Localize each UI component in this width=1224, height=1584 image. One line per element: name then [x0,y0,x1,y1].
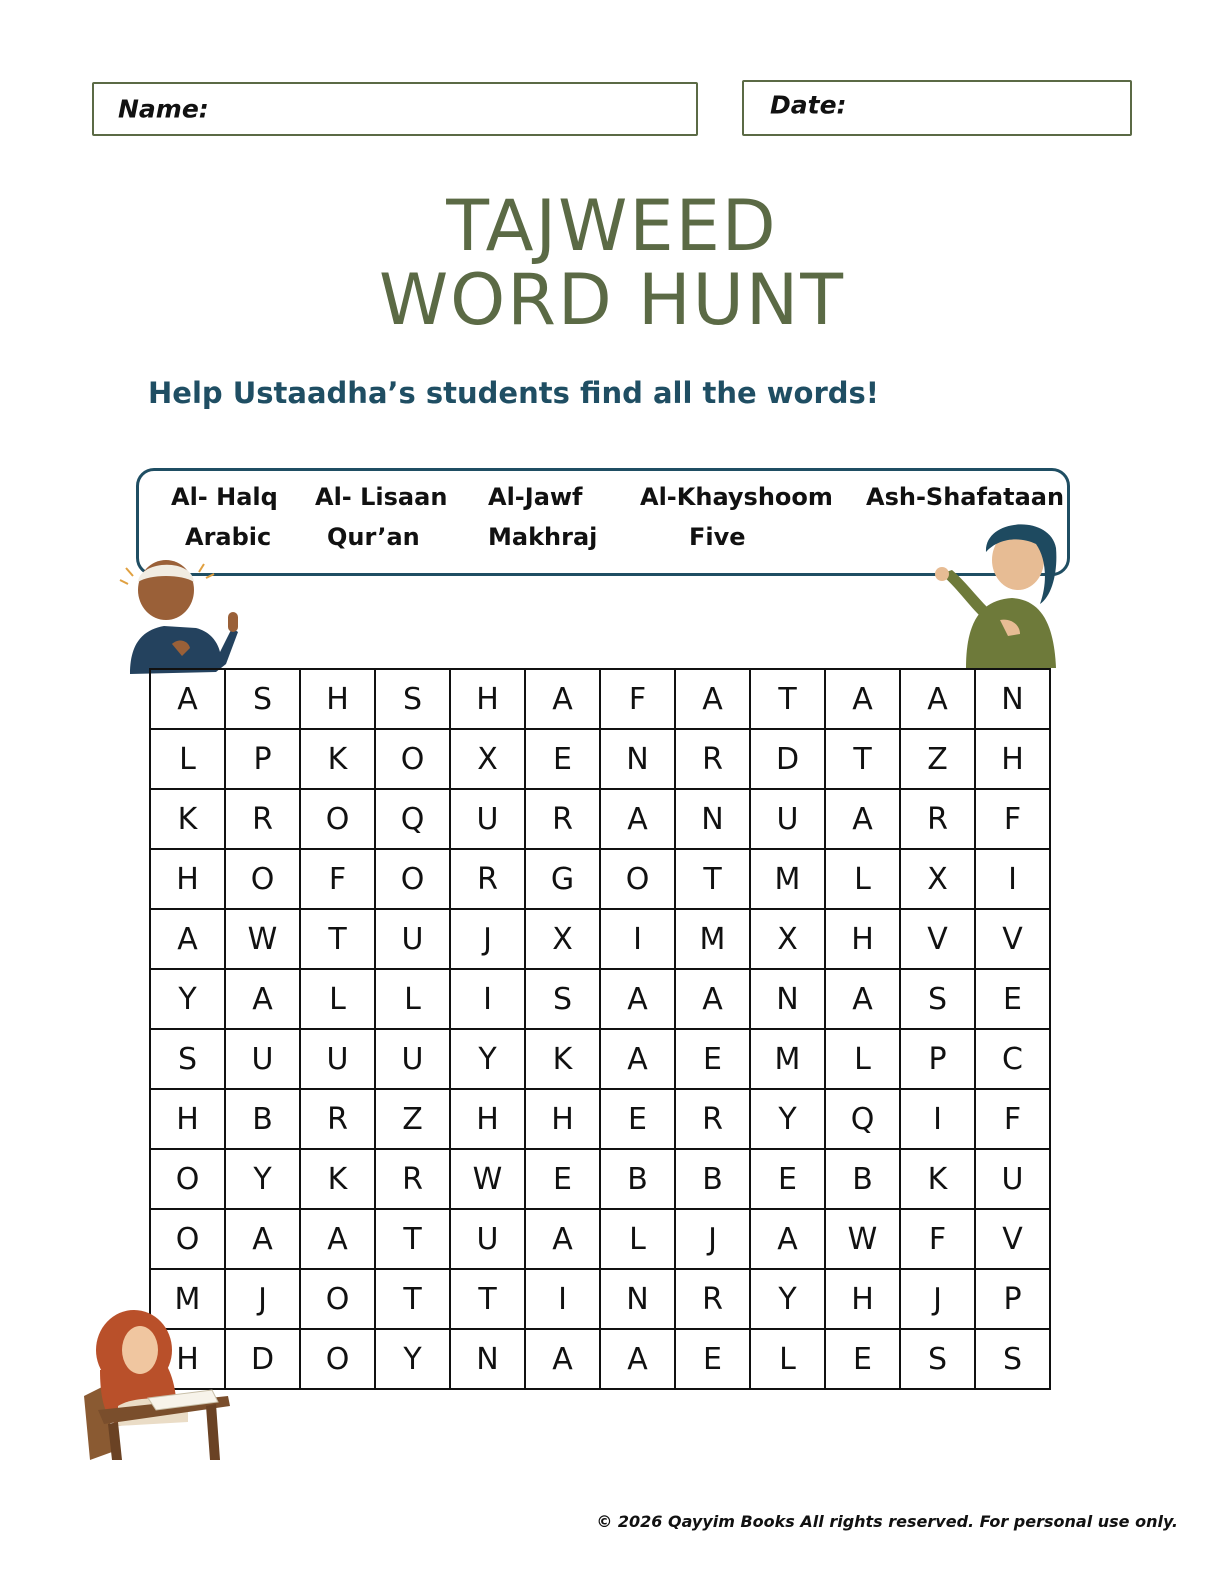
grid-cell[interactable]: H [525,1089,600,1149]
grid-cell[interactable]: A [825,969,900,1029]
grid-cell[interactable]: O [375,729,450,789]
grid-cell[interactable]: U [450,789,525,849]
grid-cell[interactable]: L [300,969,375,1029]
grid-cell[interactable]: F [300,849,375,909]
grid-cell[interactable]: A [600,1029,675,1089]
grid-cell[interactable]: A [525,1209,600,1269]
boy-with-cap-illustration [112,552,242,674]
grid-row [150,789,1050,849]
grid-cell[interactable]: B [825,1149,900,1209]
grid-cell[interactable]: H [150,1329,225,1389]
subtitle: Help Ustaadha’s students find all the words! [148,376,880,410]
grid-cell[interactable]: U [375,909,450,969]
grid-cell[interactable]: X [900,849,975,909]
grid-cell[interactable]: V [975,1209,1050,1269]
grid-row [150,849,1050,909]
grid-cell[interactable]: O [225,849,300,909]
grid-cell[interactable]: P [900,1029,975,1089]
grid-cell[interactable]: J [225,1269,300,1329]
grid-cell[interactable]: U [975,1149,1050,1209]
grid-cell[interactable]: R [675,1269,750,1329]
grid-cell[interactable]: L [750,1329,825,1389]
grid-cell[interactable]: O [300,1329,375,1389]
grid-cell[interactable]: J [900,1269,975,1329]
grid-cell[interactable]: B [600,1149,675,1209]
grid-cell[interactable]: I [525,1269,600,1329]
grid-row [150,969,1050,1029]
grid-cell[interactable]: V [900,909,975,969]
grid-cell[interactable]: D [750,729,825,789]
grid-cell[interactable]: T [375,1209,450,1269]
grid-cell[interactable]: W [825,1209,900,1269]
grid-cell[interactable]: A [750,1209,825,1269]
grid-cell[interactable]: T [675,849,750,909]
grid-cell[interactable]: W [450,1149,525,1209]
grid-cell[interactable]: R [375,1149,450,1209]
date-field[interactable] [742,80,1132,136]
grid-cell[interactable]: A [825,789,900,849]
grid-cell[interactable]: T [300,909,375,969]
grid-cell[interactable]: B [225,1089,300,1149]
grid-cell[interactable]: L [600,1209,675,1269]
grid-cell[interactable]: M [150,1269,225,1329]
page-title-line-1: TAJWEED [446,185,778,267]
grid-cell[interactable]: R [525,789,600,849]
grid-row [150,669,1050,729]
grid-cell[interactable]: L [825,849,900,909]
grid-cell[interactable]: M [750,1029,825,1089]
grid-cell[interactable]: X [525,909,600,969]
grid-cell[interactable]: G [525,849,600,909]
word-bank-item: Ash-Shafataan [866,483,1065,511]
grid-cell[interactable]: H [300,669,375,729]
grid-cell[interactable]: W [225,909,300,969]
grid-cell[interactable]: X [450,729,525,789]
grid-cell[interactable]: X [750,909,825,969]
grid-cell[interactable]: R [300,1089,375,1149]
grid-cell[interactable]: P [225,729,300,789]
grid-cell[interactable]: U [375,1029,450,1089]
grid-cell[interactable]: F [600,669,675,729]
grid-cell[interactable]: S [525,969,600,1029]
grid-cell[interactable]: T [750,669,825,729]
grid-cell[interactable]: E [600,1089,675,1149]
grid-cell[interactable]: T [825,729,900,789]
grid-cell[interactable]: I [600,909,675,969]
grid-cell[interactable]: U [750,789,825,849]
grid-cell[interactable]: N [750,969,825,1029]
grid-cell[interactable]: S [375,669,450,729]
copyright-notice: © 2026 Qayyim Books All rights reserved. For personal use only. [596,1512,1178,1531]
word-bank-item: Arabic [185,523,272,551]
grid-row [150,1329,1050,1389]
grid-cell[interactable]: S [900,969,975,1029]
name-label: Name: [118,94,209,124]
grid-row [150,1029,1050,1089]
grid-row [150,1149,1050,1209]
grid-cell[interactable]: Q [825,1089,900,1149]
grid-cell[interactable]: P [975,1269,1050,1329]
grid-cell[interactable]: A [675,669,750,729]
word-bank-item: Al- Lisaan [315,483,448,511]
grid-cell[interactable]: I [450,969,525,1029]
grid-cell[interactable]: H [150,849,225,909]
grid-cell[interactable]: V [975,909,1050,969]
word-bank [136,468,1070,576]
word-bank-item: Makhraj [488,523,598,551]
word-bank-item: Qur’an [327,523,420,551]
grid-cell[interactable]: Y [750,1089,825,1149]
grid-cell[interactable]: K [150,789,225,849]
grid-cell[interactable]: O [600,849,675,909]
grid-cell[interactable]: O [300,789,375,849]
grid-row [150,909,1050,969]
grid-cell[interactable]: I [975,849,1050,909]
grid-cell[interactable]: N [450,1329,525,1389]
grid-cell[interactable]: N [600,1269,675,1329]
grid-cell[interactable]: A [600,969,675,1029]
grid-cell[interactable]: E [675,1029,750,1089]
grid-cell[interactable]: L [150,729,225,789]
grid-cell[interactable]: Z [900,729,975,789]
grid-row [150,1269,1050,1329]
grid-row [150,729,1050,789]
grid-row [150,1089,1050,1149]
grid-cell[interactable]: K [900,1149,975,1209]
grid-cell[interactable]: Q [375,789,450,849]
grid-cell[interactable]: R [675,729,750,789]
grid-cell[interactable]: E [525,729,600,789]
word-bank-item: Al-Jawf [488,483,583,511]
grid-cell[interactable]: A [225,1209,300,1269]
grid-cell[interactable]: F [900,1209,975,1269]
grid-cell[interactable]: K [300,1149,375,1209]
grid-cell[interactable]: T [450,1269,525,1329]
grid-cell[interactable]: A [300,1209,375,1269]
grid-cell[interactable]: O [150,1149,225,1209]
grid-row [150,1209,1050,1269]
grid-cell[interactable]: S [150,1029,225,1089]
grid-cell[interactable]: C [975,1029,1050,1089]
grid-cell[interactable]: R [900,789,975,849]
grid-cell[interactable]: M [675,909,750,969]
date-label: Date: [770,90,847,120]
grid-cell[interactable]: H [450,1089,525,1149]
grid-cell[interactable]: L [375,969,450,1029]
grid-cell[interactable]: Z [375,1089,450,1149]
grid-cell[interactable]: N [975,669,1050,729]
grid-cell[interactable]: T [375,1269,450,1329]
grid-cell[interactable]: L [825,1029,900,1089]
grid-cell[interactable]: M [750,849,825,909]
grid-cell[interactable]: H [450,669,525,729]
grid-cell[interactable]: E [975,969,1050,1029]
grid-cell[interactable]: F [975,789,1050,849]
grid-cell[interactable]: Y [150,969,225,1029]
grid-cell[interactable]: E [750,1149,825,1209]
grid-cell[interactable]: O [300,1269,375,1329]
grid-cell[interactable]: S [900,1329,975,1389]
word-bank-item: Al-Khayshoom [640,483,833,511]
grid-cell[interactable]: Y [750,1269,825,1329]
grid-cell[interactable]: O [150,1209,225,1269]
grid-cell[interactable]: K [525,1029,600,1089]
grid-cell[interactable]: J [450,909,525,969]
grid-cell[interactable]: A [825,669,900,729]
grid-cell[interactable]: A [150,669,225,729]
word-bank-item: Al- Halq [171,483,278,511]
grid-cell[interactable]: E [825,1329,900,1389]
grid-cell[interactable]: A [600,789,675,849]
grid-cell[interactable]: H [150,1089,225,1149]
name-field[interactable] [92,82,698,136]
grid-cell[interactable]: F [975,1089,1050,1149]
grid-cell[interactable]: E [675,1329,750,1389]
grid-cell[interactable]: H [975,729,1050,789]
grid-cell[interactable]: A [675,969,750,1029]
grid-cell[interactable]: E [525,1149,600,1209]
grid-cell[interactable]: D [225,1329,300,1389]
grid-cell[interactable]: J [675,1209,750,1269]
word-bank-item: Five [689,523,746,551]
grid-cell[interactable]: H [825,909,900,969]
grid-cell[interactable]: R [225,789,300,849]
page-title-line-2: WORD HUNT [378,259,846,341]
grid-cell[interactable]: N [600,729,675,789]
word-search-grid [149,668,1051,1390]
grid-cell[interactable]: U [300,1029,375,1089]
grid-cell[interactable]: O [375,849,450,909]
grid-cell[interactable]: R [450,849,525,909]
grid-cell[interactable]: Y [450,1029,525,1089]
grid-cell[interactable]: K [300,729,375,789]
grid-cell[interactable]: S [975,1329,1050,1389]
grid-cell[interactable]: I [900,1089,975,1149]
grid-cell[interactable]: B [675,1149,750,1209]
grid-cell[interactable]: A [150,909,225,969]
boy-with-turban-illustration [932,512,1062,668]
grid-cell[interactable]: A [900,669,975,729]
grid-cell[interactable]: S [225,669,300,729]
grid-cell[interactable]: A [525,669,600,729]
grid-cell[interactable]: U [225,1029,300,1089]
grid-cell[interactable]: Y [375,1329,450,1389]
grid-cell[interactable]: R [675,1089,750,1149]
grid-cell[interactable]: U [450,1209,525,1269]
grid-cell[interactable]: H [825,1269,900,1329]
girl-writing-at-desk-illustration [78,1310,234,1466]
grid-cell[interactable]: Y [225,1149,300,1209]
grid-cell[interactable]: A [225,969,300,1029]
grid-cell[interactable]: A [600,1329,675,1389]
grid-cell[interactable]: N [675,789,750,849]
grid-cell[interactable]: A [525,1329,600,1389]
